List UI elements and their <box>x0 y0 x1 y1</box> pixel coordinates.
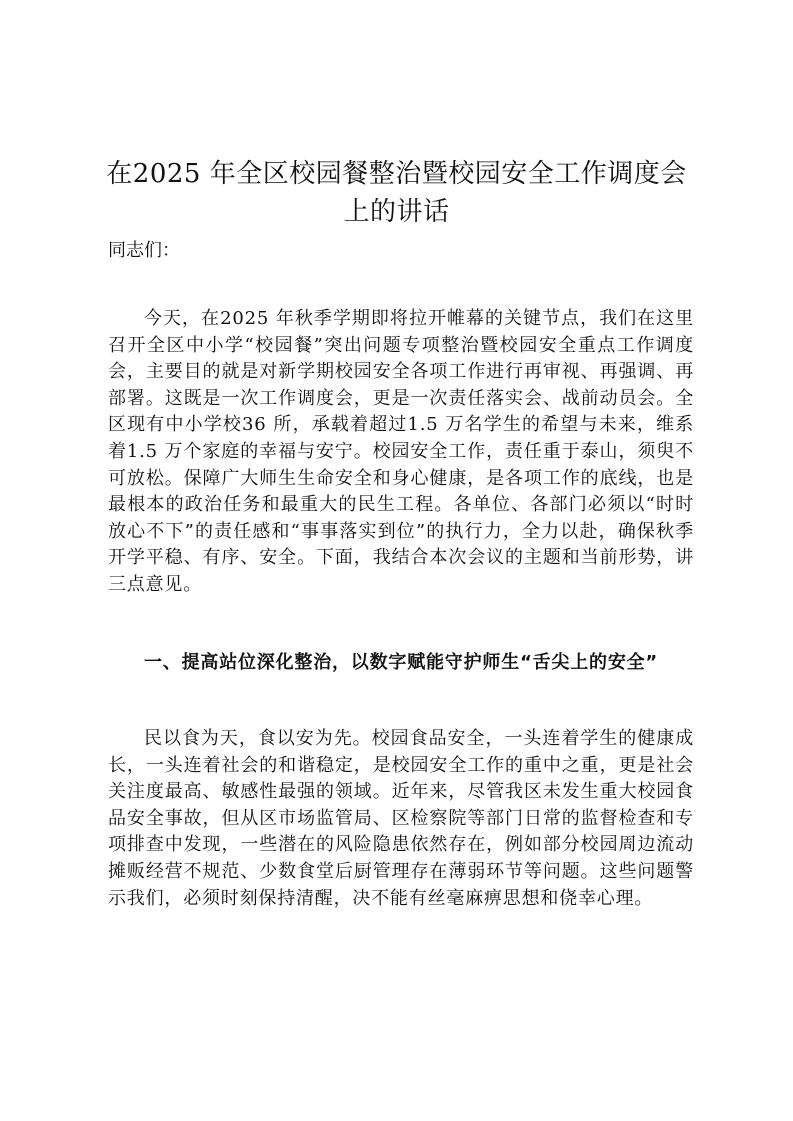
body-paragraph: 今天，在2025 年秋季学期即将拉开帷幕的关键节点，我们在这里召开全区中小学“校园餐”突出问题专项整治暨校园安全重点工作调度会，主要目的就是对新学期校园安全各项工作进行再审视、再强调、再部署。这既是一次工作调度会，更是一次责任落实会、战前动员会。全区现有中小学校36 所，承载着超过1.5 万名学生的希望与未来，维系着1.5 万个家庭的幸福与安宁。校园安全工作，责任重于泰山，须臾不可放松。保障广大师生生命安全和身心健康，是各项工作的底线，也是最根本的政治任务和最重大的民生工程。各单位、各部门必须以“时时放心不下”的责任感和“事事落实到位”的执行力，全力以赴，确保秋季开学平稳、有序、安全。下面，我结合本次会议的主题和当前形势，讲三点意见。 <box>108 308 694 595</box>
body-paragraph: 民以食为天，食以安为先。校园食品安全，一头连着学生的健康成长，一头连着社会的和谐稳定，是校园安全工作的重中之重，更是社会关注度最高、敏感性最强的领域。近年来，尽管我区未发生重大校园食品安全事故，但从区市场监管局、区检察院等部门日常的监督检查和专项排查中发现，一些潜在的风险隐患依然存在，例如部分校园周边流动摊贩经营不规范、少数食堂后厨管理存在薄弱环节等问题。这些问题警示我们，必须时刻保持清醒，决不能有丝毫麻痹思想和侥幸心理。 <box>108 728 694 909</box>
document-title: 在2025 年全区校园餐整治暨校园安全工作调度会上的讲话 <box>106 159 687 228</box>
section-heading: 一、提高站位深化整治，以数字赋能守护师生“舌尖上的安全” <box>144 651 659 673</box>
salutation: 同志们： <box>108 240 180 261</box>
